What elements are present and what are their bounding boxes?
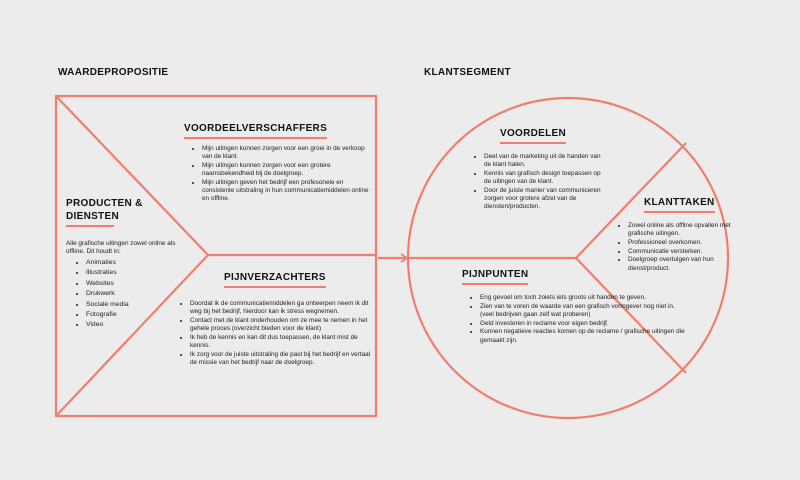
producten-list (72, 258, 186, 331)
waardepropositie-title (58, 67, 168, 78)
list-item: • Deel van de marketing uit de handen van de klant halen. (484, 153, 602, 169)
list-item: • Mijn uitingen kunnen zorgen voor een grotere naamsbekendheid bij de doelgroep. (202, 162, 372, 178)
list-item: • Fotografie (86, 310, 186, 320)
title-underline (184, 137, 327, 139)
waardepropositie-label: WAARDEPROPOSITIE (58, 67, 169, 78)
klanttaken-label: KLANTTAKEN (644, 197, 715, 208)
pijnverzachters-label: PIJNVERZACHTERS (224, 272, 326, 283)
klanttaken-title (644, 197, 715, 213)
list-item: • Professioneel overkomen. (628, 239, 734, 247)
list-item: • Animaties (86, 258, 186, 268)
diagonal-top (56, 96, 208, 255)
list-item: • Kennis van grafisch design toepassen op de uitingen van de klant. (484, 170, 602, 186)
list-item: • Drukwerk (86, 289, 186, 299)
pijnpunten-list (468, 294, 686, 345)
producten-label-line2: DIENSTEN (66, 211, 119, 222)
list-item: • Eng gevoel om toch zoiets iets groots uit handen te geven. (480, 294, 686, 302)
pijnverzachters-title (224, 272, 326, 288)
list-item: • Ik zorg voor de juiste uitstraling die past bij het bedrijf en vertaal de missie van het bedrijf naar de doelgroep. (190, 351, 376, 367)
producten-intro: Alle grafische uitingen zowel online als offline. Dit houdt in: (66, 240, 176, 256)
producten-label-line1: PRODUCTEN & (66, 198, 143, 209)
list-item: • Video (86, 320, 186, 330)
list-item: • Communicatie versterken. (628, 248, 734, 256)
list-item: • Contact met de klant onderhouden om ze mee te nemen in het gehele proces (overzicht bieden voor de klant) (190, 317, 376, 333)
list-item: • Sociale media (86, 300, 186, 310)
title-underline (66, 225, 114, 227)
list-item: • Kunnen negatieve reacties komen op de reclame / grafische uitingen die gemaakt zijn. (480, 328, 686, 344)
list-item: • Websites (86, 279, 186, 289)
list-item: • Mijn uitingen geven het bedrijf een profesonele en consistente uitstraling in hun communicatiemiddelen online en offline. (202, 179, 372, 204)
list-item: • Mijn uitingen kunnen zorgen voor een groei in de verkoop van de klant. (202, 145, 372, 161)
klantsegment-title (424, 67, 511, 78)
title-underline (462, 283, 528, 285)
voordelen-list (472, 153, 602, 212)
list-item: • Door de juiste manier van communiceren zorgen voor grotere afzet van de diensten/producten. (484, 187, 602, 212)
title-underline (224, 286, 326, 288)
voordeelverschaffers-list (190, 145, 372, 204)
list-item: • Ik heb de kennis en kan dit dus toepassen, de klant mist de kennis. (190, 334, 376, 350)
klantsegment-label: KLANTSEGMENT (424, 67, 511, 78)
pijnpunten-label: PIJNPUNTEN (462, 269, 529, 280)
voordelen-label: VOORDELEN (500, 128, 567, 139)
klanttaken-list (616, 222, 734, 273)
voordelen-title (500, 128, 566, 144)
title-underline (644, 211, 715, 213)
list-item: • Zowel online als offline opvallen met grafische uitingen. (628, 222, 734, 238)
voordeelverschaffers-title (184, 123, 327, 139)
pijnverzachters-list (178, 300, 376, 368)
list-item: • Zien van te voren de waarde van een grafisch vormgever nog niet in. (veel bedrijven gaan zelf wat proberen) (480, 303, 686, 319)
list-item: • Doordat ik de communicatiemiddelen ga ontwerpen neem ik dit weg bij het bedrijf, hierdoor kan ik stress wegnemen. (190, 300, 376, 316)
pijnpunten-title (462, 269, 528, 285)
title-underline (500, 142, 566, 144)
producten-title (66, 198, 143, 227)
list-item: • Geld investeren in reclame voor eigen bedrijf. (480, 320, 686, 328)
list-item: • Illustraties (86, 268, 186, 278)
list-item: • Doelgroep overtuigen van hun dienst/product. (628, 256, 734, 272)
voordeelverschaffers-label: VOORDEELVERSCHAFFERS (184, 123, 328, 134)
